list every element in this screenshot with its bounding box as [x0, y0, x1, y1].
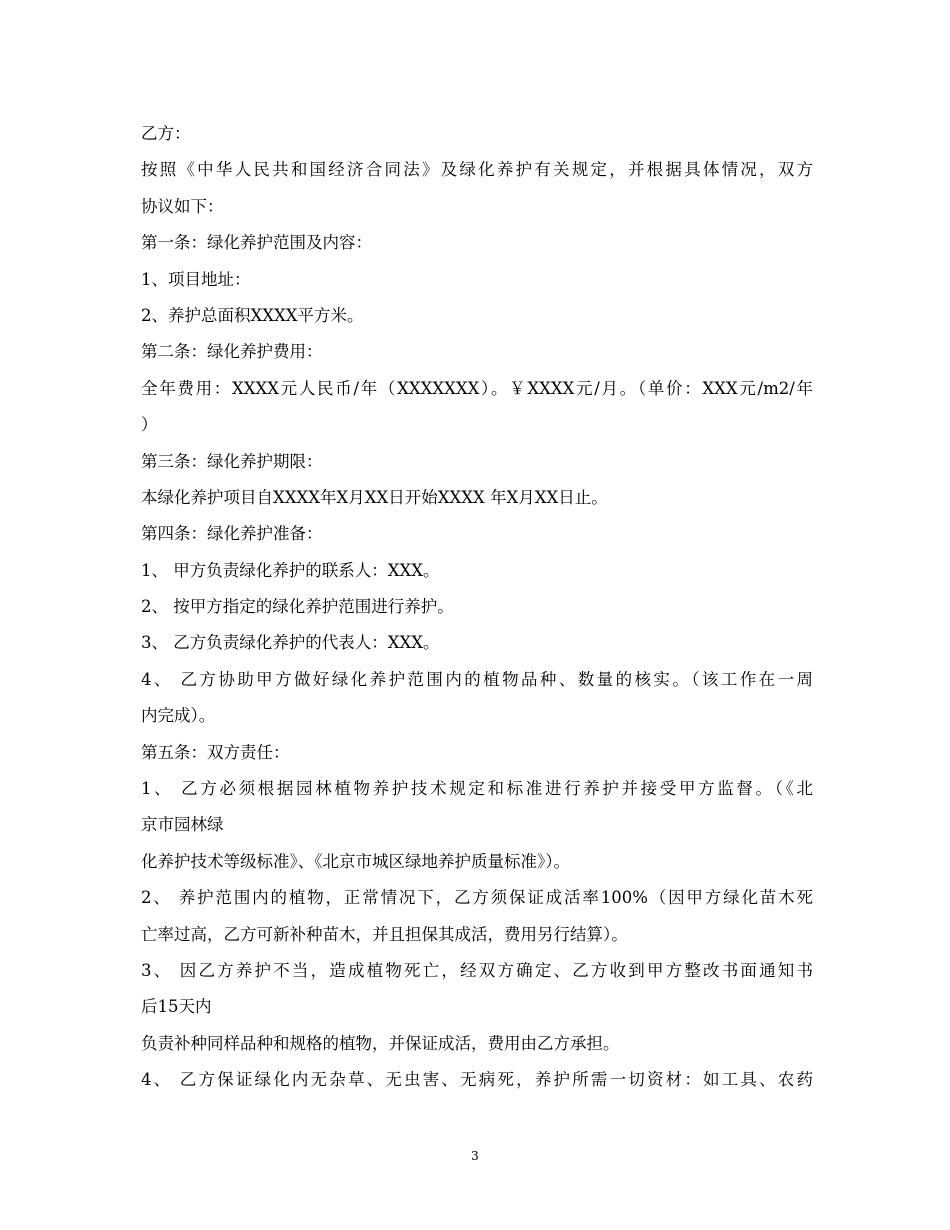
text-line: 全年费用：XXXX元人民币/年（XXXXXXX）。￥XXXX元/月。（单价：XXX元/m2/年: [141, 378, 813, 398]
text-line: 3、 因乙方养护不当，造成植物死亡，经双方确定、乙方收到甲方整改书面通知书: [141, 960, 813, 980]
text-line: 第四条：绿化养护准备：: [141, 524, 323, 544]
text-line: 后15天内: [141, 997, 212, 1017]
text-line: 亡率过高，乙方可新补种苗木，并且担保其成活，费用另行结算）。: [141, 924, 628, 944]
text-line: 第五条：双方责任：: [141, 742, 290, 762]
text-line: 3、 乙方负责绿化养护的代表人：XXX。: [141, 633, 440, 653]
document-body: [141, 116, 813, 1099]
page-number: 3: [471, 1149, 479, 1163]
text-line: 2、 养护范围内的植物，正常情况下，乙方须保证成活率100%（因甲方绿化苗木死: [141, 888, 813, 908]
text-line: 第二条：绿化养护费用：: [141, 342, 323, 362]
text-line: 1、项目地址：: [141, 269, 251, 289]
text-line: 2、 按甲方指定的绿化养护范围进行养护。: [141, 597, 454, 617]
text-line: 本绿化养护项目自XXXX年X月XX日开始XXXX 年X月XX日止。: [141, 487, 608, 507]
text-line: 第一条：绿化养护范围及内容：: [141, 233, 372, 253]
text-line: 化养护技术等级标准》、《北京市城区绿地养护质量标准》）。: [141, 851, 570, 871]
text-line: 第三条：绿化养护期限：: [141, 451, 323, 471]
text-line: 乙方：: [141, 124, 191, 143]
text-line: 2、养护总面积XXXX平方米。: [141, 305, 364, 325]
text-line: 1、 甲方负责绿化养护的联系人：XXX。: [141, 560, 440, 580]
text-line: 1、 乙方必须根据园林植物养护技术规定和标准进行养护并接受甲方监督。（《北: [141, 779, 813, 799]
text-line: 协议如下：: [141, 196, 224, 216]
text-line: 4、 乙方协助甲方做好绿化养护范围内的植物品种、数量的核实。（该工作在一周: [141, 669, 813, 689]
text-line: 按照《中华人民共和国经济合同法》及绿化养护有关规定，并根据具体情况，双方: [141, 160, 813, 180]
text-line: 负责补种同样品种和规格的植物，并保证成活，费用由乙方承担。: [141, 1033, 620, 1053]
text-line: 4、 乙方保证绿化内无杂草、无虫害、无病死，养护所需一切资材：如工具、农药: [141, 1070, 813, 1090]
text-line: 京市园林绿: [141, 815, 224, 835]
text-line: 内完成）。: [141, 706, 216, 726]
text-line: ）: [141, 415, 158, 435]
